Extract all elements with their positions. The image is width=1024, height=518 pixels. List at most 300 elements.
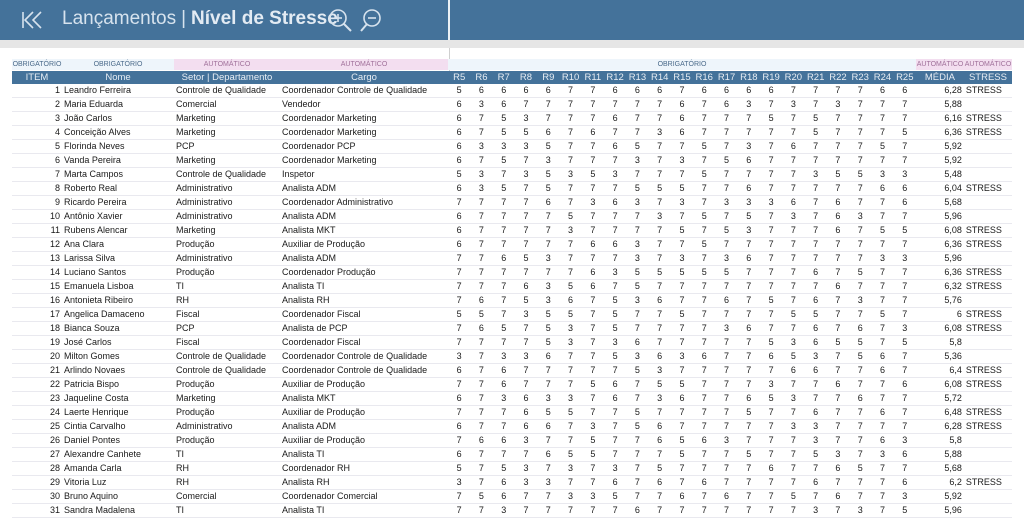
response-cell[interactable]: 6 bbox=[537, 448, 559, 462]
response-cell[interactable]: 7 bbox=[515, 182, 537, 196]
response-cell[interactable]: 7 bbox=[626, 98, 648, 112]
item-cell[interactable]: 1 bbox=[12, 84, 62, 98]
setor-cell[interactable]: TI bbox=[174, 280, 280, 294]
response-cell[interactable]: 5 bbox=[493, 112, 515, 126]
response-cell[interactable]: 3 bbox=[604, 336, 626, 350]
name-cell[interactable]: Alexandre Canhete bbox=[62, 448, 174, 462]
response-cell[interactable]: 6 bbox=[582, 126, 604, 140]
response-cell[interactable]: 7 bbox=[693, 406, 715, 420]
response-cell[interactable]: 3 bbox=[537, 392, 559, 406]
response-cell[interactable]: 7 bbox=[738, 126, 760, 140]
name-cell[interactable]: Leandro Ferreira bbox=[62, 84, 174, 98]
response-cell[interactable]: 3 bbox=[738, 98, 760, 112]
cargo-cell[interactable]: Coordenador PCP bbox=[280, 140, 448, 154]
response-cell[interactable]: 7 bbox=[626, 378, 648, 392]
response-cell[interactable]: 7 bbox=[515, 364, 537, 378]
response-cell[interactable]: 6 bbox=[448, 154, 470, 168]
response-cell[interactable]: 6 bbox=[649, 420, 671, 434]
cargo-cell[interactable]: Coordenador Produção bbox=[280, 266, 448, 280]
response-cell[interactable]: 7 bbox=[649, 336, 671, 350]
response-cell[interactable]: 7 bbox=[715, 448, 737, 462]
response-cell[interactable]: 6 bbox=[738, 84, 760, 98]
response-cell[interactable]: 3 bbox=[515, 308, 537, 322]
response-cell[interactable]: 3 bbox=[738, 224, 760, 238]
column-header[interactable]: Setor | Departamento bbox=[174, 71, 280, 84]
table-row[interactable] bbox=[12, 154, 1012, 168]
setor-cell[interactable]: Administrativo bbox=[174, 210, 280, 224]
response-cell[interactable]: 3 bbox=[671, 350, 693, 364]
response-cell[interactable]: 3 bbox=[894, 322, 916, 336]
response-cell[interactable]: 5 bbox=[782, 308, 804, 322]
response-cell[interactable]: 7 bbox=[649, 252, 671, 266]
response-cell[interactable]: 7 bbox=[470, 420, 492, 434]
response-cell[interactable]: 7 bbox=[782, 224, 804, 238]
response-cell[interactable]: 6 bbox=[715, 490, 737, 504]
response-cell[interactable]: 7 bbox=[782, 252, 804, 266]
response-cell[interactable]: 7 bbox=[782, 322, 804, 336]
response-cell[interactable]: 6 bbox=[782, 196, 804, 210]
name-cell[interactable]: Ana Clara bbox=[62, 238, 174, 252]
response-cell[interactable]: 7 bbox=[782, 476, 804, 490]
response-cell[interactable]: 5 bbox=[693, 140, 715, 154]
response-cell[interactable]: 6 bbox=[805, 266, 827, 280]
cargo-cell[interactable]: Analista ADM bbox=[280, 252, 448, 266]
response-cell[interactable]: 7 bbox=[871, 98, 893, 112]
name-cell[interactable]: Vitoria Luz bbox=[62, 476, 174, 490]
response-cell[interactable]: 3 bbox=[782, 210, 804, 224]
cargo-cell[interactable]: Analista de PCP bbox=[280, 322, 448, 336]
response-cell[interactable]: 7 bbox=[715, 462, 737, 476]
stress-cell[interactable]: STRESS bbox=[964, 308, 1012, 322]
response-cell[interactable]: 7 bbox=[738, 336, 760, 350]
response-cell[interactable]: 7 bbox=[871, 490, 893, 504]
media-cell[interactable]: 5,72 bbox=[916, 392, 964, 406]
response-cell[interactable]: 7 bbox=[559, 420, 581, 434]
cargo-cell[interactable]: Coordenador Administrativo bbox=[280, 196, 448, 210]
setor-cell[interactable]: Marketing bbox=[174, 392, 280, 406]
media-cell[interactable]: 6,36 bbox=[916, 266, 964, 280]
response-cell[interactable]: 6 bbox=[448, 98, 470, 112]
response-cell[interactable]: 3 bbox=[559, 224, 581, 238]
response-cell[interactable]: 7 bbox=[782, 294, 804, 308]
response-cell[interactable]: 7 bbox=[738, 490, 760, 504]
response-cell[interactable]: 5 bbox=[849, 266, 871, 280]
response-cell[interactable]: 5 bbox=[805, 112, 827, 126]
response-cell[interactable]: 7 bbox=[470, 266, 492, 280]
response-cell[interactable]: 3 bbox=[515, 476, 537, 490]
response-cell[interactable]: 3 bbox=[626, 294, 648, 308]
response-cell[interactable]: 7 bbox=[559, 434, 581, 448]
response-cell[interactable]: 7 bbox=[470, 364, 492, 378]
response-cell[interactable]: 7 bbox=[827, 154, 849, 168]
response-cell[interactable]: 5 bbox=[493, 126, 515, 140]
response-cell[interactable]: 5 bbox=[515, 126, 537, 140]
column-header[interactable]: R11 bbox=[582, 71, 604, 84]
response-cell[interactable]: 5 bbox=[470, 308, 492, 322]
response-cell[interactable]: 7 bbox=[693, 252, 715, 266]
response-cell[interactable]: 6 bbox=[515, 280, 537, 294]
response-cell[interactable]: 7 bbox=[871, 126, 893, 140]
item-cell[interactable]: 13 bbox=[12, 252, 62, 266]
table-row[interactable] bbox=[12, 420, 1012, 434]
response-cell[interactable]: 3 bbox=[715, 252, 737, 266]
response-cell[interactable]: 6 bbox=[448, 364, 470, 378]
setor-cell[interactable]: RH bbox=[174, 476, 280, 490]
stress-cell[interactable] bbox=[964, 434, 1012, 448]
response-cell[interactable]: 3 bbox=[671, 196, 693, 210]
response-cell[interactable]: 7 bbox=[827, 140, 849, 154]
setor-cell[interactable]: PCP bbox=[174, 140, 280, 154]
item-cell[interactable]: 3 bbox=[12, 112, 62, 126]
stress-cell[interactable]: STRESS bbox=[964, 84, 1012, 98]
response-cell[interactable]: 5 bbox=[671, 224, 693, 238]
column-header[interactable]: R25 bbox=[894, 71, 916, 84]
item-cell[interactable]: 25 bbox=[12, 420, 62, 434]
response-cell[interactable]: 3 bbox=[515, 168, 537, 182]
response-cell[interactable]: 7 bbox=[604, 420, 626, 434]
response-cell[interactable]: 6 bbox=[448, 224, 470, 238]
response-cell[interactable]: 7 bbox=[849, 420, 871, 434]
response-cell[interactable]: 6 bbox=[849, 322, 871, 336]
response-cell[interactable]: 7 bbox=[493, 294, 515, 308]
response-cell[interactable]: 5 bbox=[515, 294, 537, 308]
response-cell[interactable]: 7 bbox=[782, 182, 804, 196]
response-cell[interactable]: 3 bbox=[626, 350, 648, 364]
column-header[interactable]: R21 bbox=[805, 71, 827, 84]
response-cell[interactable]: 3 bbox=[715, 196, 737, 210]
response-cell[interactable]: 7 bbox=[448, 280, 470, 294]
response-cell[interactable]: 7 bbox=[470, 504, 492, 518]
stress-cell[interactable] bbox=[964, 504, 1012, 518]
response-cell[interactable]: 3 bbox=[805, 434, 827, 448]
table-row[interactable] bbox=[12, 238, 1012, 252]
response-cell[interactable]: 7 bbox=[470, 406, 492, 420]
response-cell[interactable]: 7 bbox=[537, 266, 559, 280]
response-cell[interactable]: 5 bbox=[582, 378, 604, 392]
response-cell[interactable]: 5 bbox=[894, 224, 916, 238]
item-cell[interactable]: 21 bbox=[12, 364, 62, 378]
response-cell[interactable]: 6 bbox=[537, 126, 559, 140]
response-cell[interactable]: 7 bbox=[671, 336, 693, 350]
response-cell[interactable]: 7 bbox=[738, 364, 760, 378]
setor-cell[interactable]: Controle de Qualidade bbox=[174, 84, 280, 98]
media-cell[interactable]: 5,36 bbox=[916, 350, 964, 364]
response-cell[interactable]: 7 bbox=[849, 308, 871, 322]
response-cell[interactable]: 5 bbox=[537, 336, 559, 350]
response-cell[interactable]: 7 bbox=[760, 364, 782, 378]
response-cell[interactable]: 7 bbox=[693, 196, 715, 210]
response-cell[interactable]: 6 bbox=[448, 238, 470, 252]
media-cell[interactable]: 6,28 bbox=[916, 84, 964, 98]
response-cell[interactable]: 5 bbox=[604, 294, 626, 308]
response-cell[interactable]: 6 bbox=[894, 476, 916, 490]
response-cell[interactable]: 7 bbox=[626, 322, 648, 336]
response-cell[interactable]: 7 bbox=[715, 364, 737, 378]
response-cell[interactable]: 5 bbox=[671, 378, 693, 392]
setor-cell[interactable]: Produção bbox=[174, 378, 280, 392]
response-cell[interactable]: 7 bbox=[582, 154, 604, 168]
response-cell[interactable]: 7 bbox=[738, 112, 760, 126]
response-cell[interactable]: 7 bbox=[871, 378, 893, 392]
media-cell[interactable]: 6,08 bbox=[916, 224, 964, 238]
cargo-cell[interactable]: Auxiliar de Produção bbox=[280, 406, 448, 420]
item-cell[interactable]: 4 bbox=[12, 126, 62, 140]
response-cell[interactable]: 7 bbox=[693, 112, 715, 126]
column-header[interactable]: R7 bbox=[493, 71, 515, 84]
response-cell[interactable]: 3 bbox=[470, 140, 492, 154]
response-cell[interactable]: 6 bbox=[470, 322, 492, 336]
response-cell[interactable]: 7 bbox=[537, 238, 559, 252]
response-cell[interactable]: 7 bbox=[894, 154, 916, 168]
column-header[interactable]: R12 bbox=[604, 71, 626, 84]
response-cell[interactable]: 7 bbox=[827, 350, 849, 364]
response-cell[interactable]: 6 bbox=[871, 84, 893, 98]
response-cell[interactable]: 7 bbox=[760, 252, 782, 266]
cargo-cell[interactable]: Analista MKT bbox=[280, 224, 448, 238]
response-cell[interactable]: 6 bbox=[604, 378, 626, 392]
response-cell[interactable]: 7 bbox=[805, 392, 827, 406]
response-cell[interactable]: 7 bbox=[871, 210, 893, 224]
response-cell[interactable]: 3 bbox=[738, 140, 760, 154]
response-cell[interactable]: 3 bbox=[493, 392, 515, 406]
response-cell[interactable]: 7 bbox=[604, 448, 626, 462]
response-cell[interactable]: 7 bbox=[515, 504, 537, 518]
response-cell[interactable]: 7 bbox=[470, 196, 492, 210]
response-cell[interactable]: 7 bbox=[493, 210, 515, 224]
response-cell[interactable]: 3 bbox=[537, 252, 559, 266]
response-cell[interactable]: 6 bbox=[448, 392, 470, 406]
stress-cell[interactable] bbox=[964, 168, 1012, 182]
item-cell[interactable]: 30 bbox=[12, 490, 62, 504]
response-cell[interactable]: 7 bbox=[493, 196, 515, 210]
response-cell[interactable]: 6 bbox=[805, 476, 827, 490]
response-cell[interactable]: 5 bbox=[448, 168, 470, 182]
item-cell[interactable]: 8 bbox=[12, 182, 62, 196]
response-cell[interactable]: 6 bbox=[582, 238, 604, 252]
response-cell[interactable]: 5 bbox=[894, 336, 916, 350]
cargo-cell[interactable]: Coordenador Marketing bbox=[280, 112, 448, 126]
response-cell[interactable]: 7 bbox=[493, 308, 515, 322]
response-cell[interactable]: 5 bbox=[448, 462, 470, 476]
response-cell[interactable]: 3 bbox=[626, 154, 648, 168]
response-cell[interactable]: 6 bbox=[894, 84, 916, 98]
table-row[interactable] bbox=[12, 378, 1012, 392]
response-cell[interactable]: 5 bbox=[871, 308, 893, 322]
response-cell[interactable]: 7 bbox=[604, 98, 626, 112]
response-cell[interactable]: 3 bbox=[559, 168, 581, 182]
column-header[interactable]: R15 bbox=[671, 71, 693, 84]
response-cell[interactable]: 7 bbox=[559, 238, 581, 252]
response-cell[interactable]: 5 bbox=[693, 168, 715, 182]
response-cell[interactable]: 3 bbox=[782, 98, 804, 112]
cargo-cell[interactable]: Coordenador Marketing bbox=[280, 154, 448, 168]
response-cell[interactable]: 5 bbox=[671, 434, 693, 448]
media-cell[interactable]: 6,36 bbox=[916, 126, 964, 140]
stress-cell[interactable]: STRESS bbox=[964, 238, 1012, 252]
stress-cell[interactable]: STRESS bbox=[964, 406, 1012, 420]
response-cell[interactable]: 6 bbox=[649, 476, 671, 490]
table-row[interactable] bbox=[12, 126, 1012, 140]
response-cell[interactable]: 5 bbox=[626, 266, 648, 280]
response-cell[interactable]: 3 bbox=[559, 336, 581, 350]
response-cell[interactable]: 7 bbox=[470, 126, 492, 140]
response-cell[interactable]: 5 bbox=[805, 126, 827, 140]
response-cell[interactable]: 7 bbox=[493, 168, 515, 182]
media-cell[interactable]: 5,68 bbox=[916, 462, 964, 476]
item-cell[interactable]: 22 bbox=[12, 378, 62, 392]
response-cell[interactable]: 3 bbox=[805, 350, 827, 364]
item-cell[interactable]: 2 bbox=[12, 98, 62, 112]
response-cell[interactable]: 7 bbox=[671, 168, 693, 182]
response-cell[interactable]: 7 bbox=[871, 294, 893, 308]
name-cell[interactable]: Patricia Bispo bbox=[62, 378, 174, 392]
response-cell[interactable]: 7 bbox=[715, 336, 737, 350]
response-cell[interactable]: 7 bbox=[559, 350, 581, 364]
response-cell[interactable]: 7 bbox=[715, 476, 737, 490]
response-cell[interactable]: 7 bbox=[649, 168, 671, 182]
response-cell[interactable]: 7 bbox=[760, 168, 782, 182]
response-cell[interactable]: 3 bbox=[871, 448, 893, 462]
response-cell[interactable]: 5 bbox=[693, 266, 715, 280]
response-cell[interactable]: 7 bbox=[448, 378, 470, 392]
response-cell[interactable]: 6 bbox=[470, 434, 492, 448]
response-cell[interactable]: 7 bbox=[805, 154, 827, 168]
response-cell[interactable]: 6 bbox=[738, 322, 760, 336]
name-cell[interactable]: Daniel Pontes bbox=[62, 434, 174, 448]
table-row[interactable] bbox=[12, 224, 1012, 238]
response-cell[interactable]: 7 bbox=[693, 294, 715, 308]
response-cell[interactable]: 7 bbox=[515, 210, 537, 224]
response-cell[interactable]: 7 bbox=[582, 112, 604, 126]
response-cell[interactable]: 7 bbox=[894, 308, 916, 322]
setor-cell[interactable]: Administrativo bbox=[174, 182, 280, 196]
response-cell[interactable]: 7 bbox=[871, 196, 893, 210]
response-cell[interactable]: 3 bbox=[493, 350, 515, 364]
response-cell[interactable]: 7 bbox=[760, 322, 782, 336]
response-cell[interactable]: 6 bbox=[671, 392, 693, 406]
response-cell[interactable]: 5 bbox=[470, 490, 492, 504]
response-cell[interactable]: 7 bbox=[894, 406, 916, 420]
response-cell[interactable]: 7 bbox=[582, 84, 604, 98]
response-cell[interactable]: 6 bbox=[515, 420, 537, 434]
response-cell[interactable]: 7 bbox=[537, 364, 559, 378]
response-cell[interactable]: 7 bbox=[582, 322, 604, 336]
response-cell[interactable]: 7 bbox=[470, 238, 492, 252]
stress-cell[interactable] bbox=[964, 336, 1012, 350]
response-cell[interactable]: 7 bbox=[604, 224, 626, 238]
response-cell[interactable]: 7 bbox=[559, 126, 581, 140]
response-cell[interactable]: 7 bbox=[693, 280, 715, 294]
response-cell[interactable]: 3 bbox=[470, 182, 492, 196]
response-cell[interactable]: 5 bbox=[626, 406, 648, 420]
response-cell[interactable]: 7 bbox=[604, 364, 626, 378]
response-cell[interactable]: 7 bbox=[782, 462, 804, 476]
response-cell[interactable]: 7 bbox=[760, 308, 782, 322]
item-cell[interactable]: 9 bbox=[12, 196, 62, 210]
response-cell[interactable]: 7 bbox=[805, 252, 827, 266]
response-cell[interactable]: 7 bbox=[894, 266, 916, 280]
response-cell[interactable]: 6 bbox=[493, 378, 515, 392]
table-row[interactable] bbox=[12, 280, 1012, 294]
response-cell[interactable]: 6 bbox=[671, 98, 693, 112]
response-cell[interactable]: 7 bbox=[626, 490, 648, 504]
response-cell[interactable]: 7 bbox=[760, 406, 782, 420]
response-cell[interactable]: 7 bbox=[871, 392, 893, 406]
response-cell[interactable]: 7 bbox=[894, 350, 916, 364]
response-cell[interactable]: 7 bbox=[671, 462, 693, 476]
response-cell[interactable]: 7 bbox=[582, 224, 604, 238]
response-cell[interactable]: 6 bbox=[493, 98, 515, 112]
name-cell[interactable]: Rubens Alencar bbox=[62, 224, 174, 238]
response-cell[interactable]: 3 bbox=[871, 252, 893, 266]
table-row[interactable] bbox=[12, 364, 1012, 378]
response-cell[interactable]: 3 bbox=[671, 252, 693, 266]
response-cell[interactable]: 5 bbox=[448, 84, 470, 98]
zoom-in-icon[interactable] bbox=[327, 7, 353, 33]
response-cell[interactable]: 7 bbox=[849, 84, 871, 98]
response-cell[interactable]: 3 bbox=[649, 392, 671, 406]
response-cell[interactable]: 7 bbox=[871, 238, 893, 252]
media-cell[interactable]: 5,76 bbox=[916, 294, 964, 308]
response-cell[interactable]: 3 bbox=[515, 140, 537, 154]
response-cell[interactable]: 3 bbox=[782, 420, 804, 434]
name-cell[interactable]: Cintia Carvalho bbox=[62, 420, 174, 434]
response-cell[interactable]: 6 bbox=[782, 140, 804, 154]
response-cell[interactable]: 7 bbox=[693, 154, 715, 168]
response-cell[interactable]: 7 bbox=[715, 392, 737, 406]
response-cell[interactable]: 7 bbox=[715, 126, 737, 140]
response-cell[interactable]: 7 bbox=[448, 252, 470, 266]
response-cell[interactable]: 7 bbox=[649, 280, 671, 294]
response-cell[interactable]: 7 bbox=[738, 168, 760, 182]
response-cell[interactable]: 7 bbox=[537, 98, 559, 112]
response-cell[interactable]: 7 bbox=[760, 154, 782, 168]
response-cell[interactable]: 7 bbox=[649, 504, 671, 518]
response-cell[interactable]: 7 bbox=[827, 266, 849, 280]
setor-cell[interactable]: Produção bbox=[174, 406, 280, 420]
response-cell[interactable]: 3 bbox=[559, 462, 581, 476]
response-cell[interactable]: 7 bbox=[760, 504, 782, 518]
media-cell[interactable]: 5,88 bbox=[916, 448, 964, 462]
response-cell[interactable]: 7 bbox=[738, 266, 760, 280]
response-cell[interactable]: 3 bbox=[805, 504, 827, 518]
response-cell[interactable]: 5 bbox=[760, 294, 782, 308]
response-cell[interactable]: 7 bbox=[582, 406, 604, 420]
response-cell[interactable]: 7 bbox=[582, 336, 604, 350]
response-cell[interactable]: 7 bbox=[849, 112, 871, 126]
response-cell[interactable]: 7 bbox=[470, 336, 492, 350]
response-cell[interactable]: 6 bbox=[537, 350, 559, 364]
response-cell[interactable]: 3 bbox=[894, 434, 916, 448]
response-cell[interactable]: 7 bbox=[493, 238, 515, 252]
setor-cell[interactable]: Administrativo bbox=[174, 196, 280, 210]
response-cell[interactable]: 7 bbox=[626, 308, 648, 322]
setor-cell[interactable]: Comercial bbox=[174, 490, 280, 504]
response-cell[interactable]: 7 bbox=[470, 350, 492, 364]
response-cell[interactable]: 6 bbox=[871, 182, 893, 196]
response-cell[interactable]: 3 bbox=[715, 434, 737, 448]
response-cell[interactable]: 7 bbox=[782, 434, 804, 448]
response-cell[interactable]: 7 bbox=[559, 140, 581, 154]
response-cell[interactable]: 7 bbox=[448, 406, 470, 420]
media-cell[interactable]: 5,96 bbox=[916, 252, 964, 266]
response-cell[interactable]: 7 bbox=[871, 322, 893, 336]
stress-cell[interactable] bbox=[964, 490, 1012, 504]
response-cell[interactable]: 6 bbox=[827, 210, 849, 224]
response-cell[interactable]: 7 bbox=[738, 238, 760, 252]
response-cell[interactable]: 7 bbox=[715, 238, 737, 252]
response-cell[interactable]: 7 bbox=[537, 462, 559, 476]
